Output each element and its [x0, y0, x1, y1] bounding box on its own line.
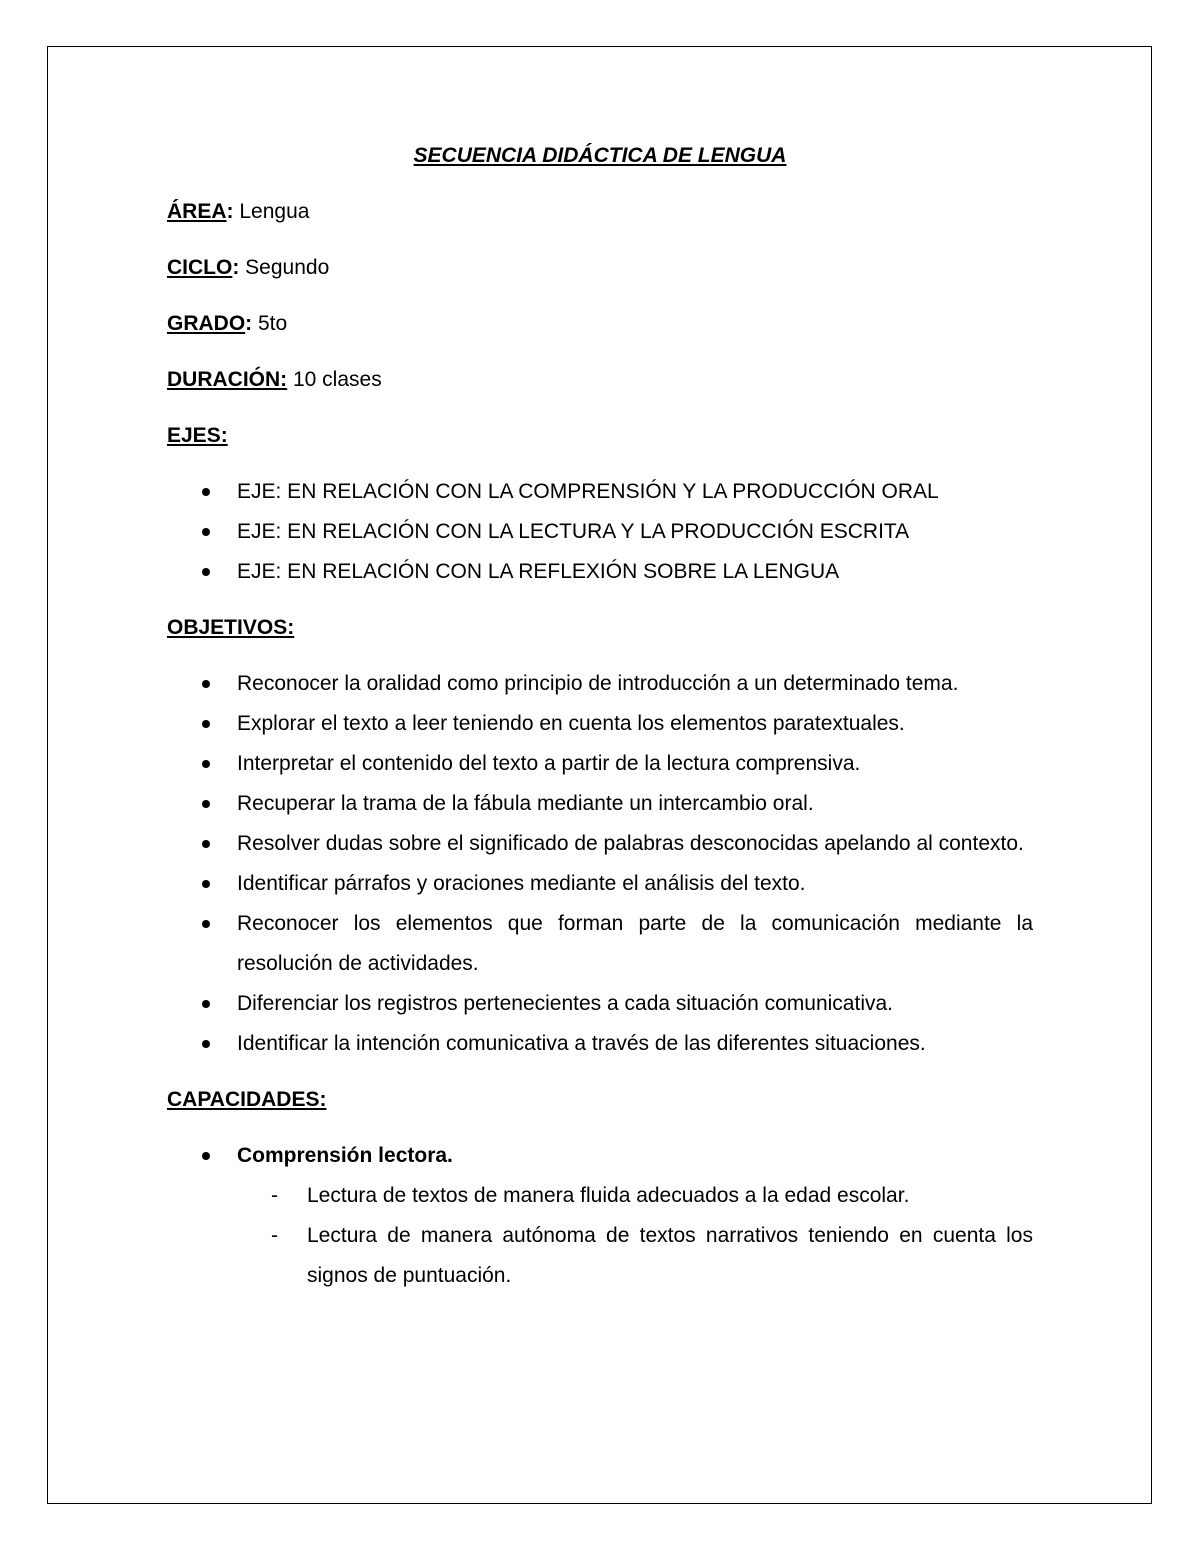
list-item [167, 552, 1033, 592]
objetivos-list [167, 664, 1033, 1064]
field-ciclo-colon: : [232, 256, 240, 279]
capacidad-title: Comprensión lectora. [237, 1144, 453, 1167]
objetivo-text: Explorar el texto a leer teniendo en cuenta los elementos paratextuales. [237, 712, 905, 735]
field-area [167, 192, 1033, 232]
eje-text: EJE: EN RELACIÓN CON LA LECTURA Y LA PRODUCCIÓN ESCRITA [237, 520, 910, 543]
bullet-icon [202, 680, 210, 688]
field-ciclo-value: Segundo [239, 256, 330, 279]
objetivo-text: Reconocer la oralidad como principio de introducción a un determinado tema. [237, 672, 959, 695]
bullet-icon [202, 568, 210, 576]
capacidades-list [167, 1136, 1033, 1176]
list-item [167, 512, 1033, 552]
field-duracion-value: 10 clases [287, 368, 382, 391]
bullet-icon [202, 760, 210, 768]
objetivo-text: Identificar la intención comunicativa a través de las diferentes situaciones. [237, 1032, 926, 1055]
subitem-text: Lectura de textos de manera fluida adecuados a la edad escolar. [307, 1184, 910, 1207]
eje-text: EJE: EN RELACIÓN CON LA REFLEXIÓN SOBRE LA LENGUA [237, 560, 840, 583]
field-duracion-label: DURACIÓN: [167, 368, 288, 391]
list-item [167, 664, 1033, 704]
list-item [237, 1176, 1033, 1216]
field-grado-colon: : [245, 312, 253, 335]
eje-text: EJE: EN RELACIÓN CON LA COMPRENSIÓN Y LA PRODUCCIÓN ORAL [237, 480, 939, 503]
capacidades-heading: CAPACIDADES: [167, 1088, 327, 1111]
field-area-colon: : [226, 200, 234, 223]
bullet-icon [202, 488, 210, 496]
field-grado [167, 304, 1033, 344]
bullet-icon [202, 1040, 210, 1048]
bullet-icon [202, 800, 210, 808]
field-ciclo-label: CICLO [167, 256, 233, 279]
list-item [167, 824, 1033, 864]
objetivo-text: Interpretar el contenido del texto a partir de la lectura comprensiva. [237, 752, 861, 775]
field-ciclo [167, 248, 1033, 288]
list-item [167, 1024, 1033, 1064]
list-item [167, 744, 1033, 784]
document-title: SECUENCIA DIDÁCTICA DE LENGUA [413, 144, 787, 167]
subitem-text: Lectura de manera autónoma de textos narrativos teniendo en cuenta los signos de puntuación. [307, 1224, 1033, 1287]
dash-icon: - [271, 1184, 278, 1207]
list-item [167, 1136, 1033, 1176]
dash-icon: - [271, 1224, 278, 1247]
list-item [167, 472, 1033, 512]
document-body [167, 136, 1033, 1296]
list-item [167, 984, 1033, 1024]
field-area-value: Lengua [233, 200, 310, 223]
bullet-icon [202, 1000, 210, 1008]
bullet-icon [202, 720, 210, 728]
list-item [237, 1216, 1033, 1296]
bullet-icon [202, 880, 210, 888]
ejes-heading: EJES: [167, 424, 228, 447]
list-item [167, 904, 1033, 984]
bullet-icon [202, 1152, 210, 1160]
objetivo-text: Resolver dudas sobre el significado de palabras desconocidas apelando al contexto. [237, 832, 1024, 855]
list-item [167, 784, 1033, 824]
objetivo-text: Recuperar la trama de la fábula mediante un intercambio oral. [237, 792, 814, 815]
objetivo-text: Diferenciar los registros pertenecientes a cada situación comunicativa. [237, 992, 893, 1015]
field-grado-label: GRADO [167, 312, 246, 335]
objetivo-text: Reconocer los elementos que forman parte de la comunicación mediante la resolución de actividades. [237, 912, 1033, 975]
capacidad-subitems [237, 1176, 1033, 1296]
list-item [167, 704, 1033, 744]
list-item [167, 864, 1033, 904]
bullet-icon [202, 920, 210, 928]
ejes-list [167, 472, 1033, 592]
objetivo-text: Identificar párrafos y oraciones mediante el análisis del texto. [237, 872, 806, 895]
field-grado-value: 5to [252, 312, 288, 335]
bullet-icon [202, 528, 210, 536]
objetivos-heading: OBJETIVOS: [167, 616, 295, 639]
field-duracion [167, 360, 1033, 400]
field-area-label: ÁREA [167, 200, 227, 223]
bullet-icon [202, 840, 210, 848]
